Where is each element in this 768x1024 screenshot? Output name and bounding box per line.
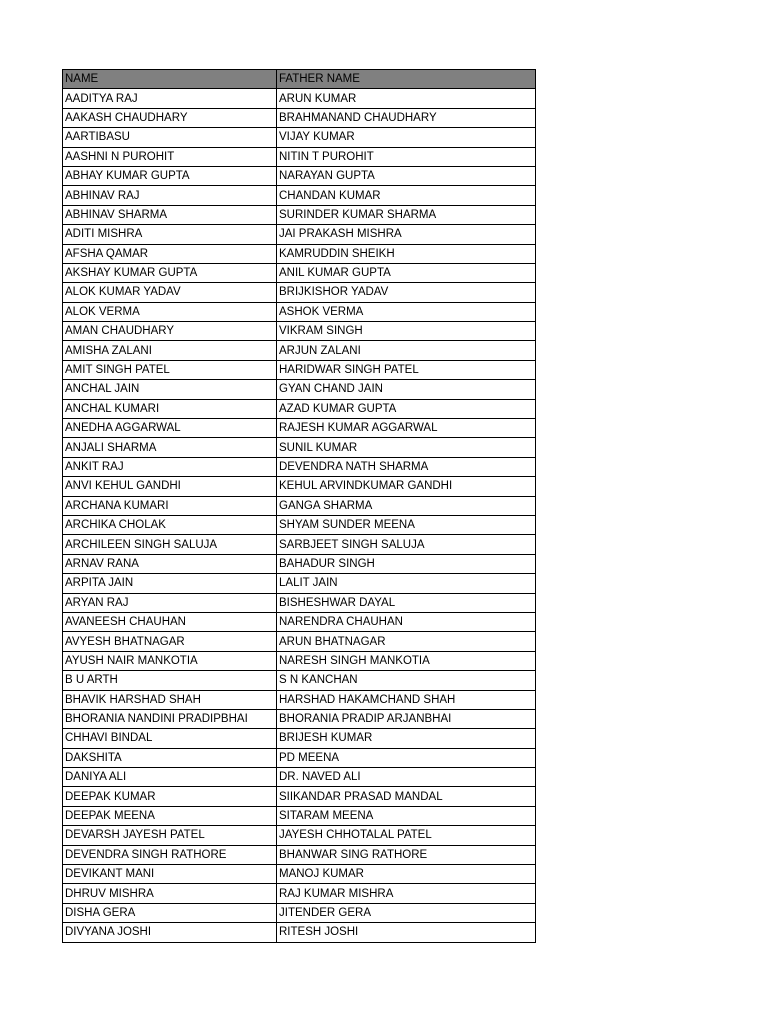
cell-father-name: HARIDWAR SINGH PATEL bbox=[277, 360, 536, 379]
cell-name: ANCHAL JAIN bbox=[63, 380, 277, 399]
names-table bbox=[62, 69, 536, 943]
cell-father-name: BRAHMANAND CHAUDHARY bbox=[277, 108, 536, 127]
table-row bbox=[63, 671, 536, 690]
table-row bbox=[63, 399, 536, 418]
table-row bbox=[63, 322, 536, 341]
cell-name: AASHNI N PUROHIT bbox=[63, 147, 277, 166]
table-row bbox=[63, 302, 536, 321]
table-row bbox=[63, 826, 536, 845]
cell-name: AYUSH NAIR MANKOTIA bbox=[63, 651, 277, 670]
cell-father-name: GYAN CHAND JAIN bbox=[277, 380, 536, 399]
table-row bbox=[63, 729, 536, 748]
cell-father-name: JAYESH CHHOTALAL PATEL bbox=[277, 826, 536, 845]
cell-name: ARCHILEEN SINGH SALUJA bbox=[63, 535, 277, 554]
cell-name: BHORANIA NANDINI PRADIPBHAI bbox=[63, 709, 277, 728]
table-row bbox=[63, 806, 536, 825]
table-row bbox=[63, 283, 536, 302]
table-row bbox=[63, 768, 536, 787]
cell-father-name: RAJ KUMAR MISHRA bbox=[277, 884, 536, 903]
table-row bbox=[63, 108, 536, 127]
table-row bbox=[63, 457, 536, 476]
header-row bbox=[63, 70, 536, 89]
cell-name: B U ARTH bbox=[63, 671, 277, 690]
cell-father-name: SIIKANDAR PRASAD MANDAL bbox=[277, 787, 536, 806]
cell-name: ANVI KEHUL GANDHI bbox=[63, 477, 277, 496]
table-row bbox=[63, 128, 536, 147]
cell-father-name: VIKRAM SINGH bbox=[277, 322, 536, 341]
column-header-father-name: FATHER NAME bbox=[277, 70, 536, 89]
cell-name: DAKSHITA bbox=[63, 748, 277, 767]
cell-father-name: SITARAM MEENA bbox=[277, 806, 536, 825]
table-row bbox=[63, 574, 536, 593]
table-row bbox=[63, 360, 536, 379]
cell-name: AFSHA QAMAR bbox=[63, 244, 277, 263]
cell-name: CHHAVI BINDAL bbox=[63, 729, 277, 748]
cell-father-name: NARENDRA CHAUHAN bbox=[277, 612, 536, 631]
cell-name: ABHINAV RAJ bbox=[63, 186, 277, 205]
cell-father-name: CHANDAN KUMAR bbox=[277, 186, 536, 205]
table-row bbox=[63, 593, 536, 612]
cell-father-name: BAHADUR SINGH bbox=[277, 554, 536, 573]
cell-name: ANCHAL KUMARI bbox=[63, 399, 277, 418]
cell-father-name: S N KANCHAN bbox=[277, 671, 536, 690]
cell-name: ARCHANA KUMARI bbox=[63, 496, 277, 515]
cell-name: DHRUV MISHRA bbox=[63, 884, 277, 903]
table-row bbox=[63, 903, 536, 922]
table-row bbox=[63, 205, 536, 224]
cell-father-name: SARBJEET SINGH SALUJA bbox=[277, 535, 536, 554]
cell-father-name: ASHOK VERMA bbox=[277, 302, 536, 321]
table-row bbox=[63, 554, 536, 573]
cell-father-name: SUNIL KUMAR bbox=[277, 438, 536, 457]
cell-name: ALOK KUMAR YADAV bbox=[63, 283, 277, 302]
table-row bbox=[63, 263, 536, 282]
table-row bbox=[63, 166, 536, 185]
cell-name: AMISHA ZALANI bbox=[63, 341, 277, 360]
cell-father-name: NITIN T PUROHIT bbox=[277, 147, 536, 166]
cell-name: ANJALI SHARMA bbox=[63, 438, 277, 457]
cell-father-name: NARESH SINGH MANKOTIA bbox=[277, 651, 536, 670]
table-row bbox=[63, 419, 536, 438]
table-row bbox=[63, 651, 536, 670]
table-row bbox=[63, 865, 536, 884]
cell-father-name: MANOJ KUMAR bbox=[277, 865, 536, 884]
table-row bbox=[63, 515, 536, 534]
cell-father-name: RITESH JOSHI bbox=[277, 923, 536, 942]
cell-name: ARCHIKA CHOLAK bbox=[63, 515, 277, 534]
cell-name: DANIYA ALI bbox=[63, 768, 277, 787]
cell-name: DEVARSH JAYESH PATEL bbox=[63, 826, 277, 845]
cell-name: AKSHAY KUMAR GUPTA bbox=[63, 263, 277, 282]
cell-father-name: BRIJKISHOR YADAV bbox=[277, 283, 536, 302]
cell-father-name: HARSHAD HAKAMCHAND SHAH bbox=[277, 690, 536, 709]
cell-name: ANEDHA AGGARWAL bbox=[63, 419, 277, 438]
table-row bbox=[63, 690, 536, 709]
table-row bbox=[63, 612, 536, 631]
table-row bbox=[63, 709, 536, 728]
table-row bbox=[63, 438, 536, 457]
table-row bbox=[63, 147, 536, 166]
cell-father-name: PD MEENA bbox=[277, 748, 536, 767]
table-row bbox=[63, 186, 536, 205]
cell-name: AARTIBASU bbox=[63, 128, 277, 147]
cell-father-name: ANIL KUMAR GUPTA bbox=[277, 263, 536, 282]
cell-father-name: VIJAY KUMAR bbox=[277, 128, 536, 147]
cell-name: DEVIKANT MANI bbox=[63, 865, 277, 884]
cell-father-name: LALIT JAIN bbox=[277, 574, 536, 593]
cell-name: ARPITA JAIN bbox=[63, 574, 277, 593]
cell-name: AMAN CHAUDHARY bbox=[63, 322, 277, 341]
cell-father-name: DEVENDRA NATH SHARMA bbox=[277, 457, 536, 476]
table-row bbox=[63, 244, 536, 263]
cell-name: DEEPAK KUMAR bbox=[63, 787, 277, 806]
cell-father-name: BHORANIA PRADIP ARJANBHAI bbox=[277, 709, 536, 728]
cell-father-name: ARUN KUMAR bbox=[277, 89, 536, 108]
column-header-name: NAME bbox=[63, 70, 277, 89]
cell-name: ARNAV RANA bbox=[63, 554, 277, 573]
cell-name: ALOK VERMA bbox=[63, 302, 277, 321]
cell-name: DIVYANA JOSHI bbox=[63, 923, 277, 942]
cell-father-name: SURINDER KUMAR SHARMA bbox=[277, 205, 536, 224]
cell-father-name: BRIJESH KUMAR bbox=[277, 729, 536, 748]
cell-father-name: SHYAM SUNDER MEENA bbox=[277, 515, 536, 534]
cell-father-name: NARAYAN GUPTA bbox=[277, 166, 536, 185]
table-row bbox=[63, 535, 536, 554]
cell-name: ADITI MISHRA bbox=[63, 225, 277, 244]
cell-name: ANKIT RAJ bbox=[63, 457, 277, 476]
cell-father-name: DR. NAVED ALI bbox=[277, 768, 536, 787]
table-row bbox=[63, 632, 536, 651]
table-row bbox=[63, 787, 536, 806]
cell-father-name: GANGA SHARMA bbox=[277, 496, 536, 515]
table-body bbox=[63, 89, 536, 942]
cell-name: AADITYA RAJ bbox=[63, 89, 277, 108]
cell-father-name: KEHUL ARVINDKUMAR GANDHI bbox=[277, 477, 536, 496]
cell-father-name: JITENDER GERA bbox=[277, 903, 536, 922]
cell-father-name: KAMRUDDIN SHEIKH bbox=[277, 244, 536, 263]
cell-name: DISHA GERA bbox=[63, 903, 277, 922]
cell-father-name: RAJESH KUMAR AGGARWAL bbox=[277, 419, 536, 438]
cell-name: DEVENDRA SINGH RATHORE bbox=[63, 845, 277, 864]
table-row bbox=[63, 477, 536, 496]
table-row bbox=[63, 225, 536, 244]
cell-name: AMIT SINGH PATEL bbox=[63, 360, 277, 379]
cell-father-name: ARUN BHATNAGAR bbox=[277, 632, 536, 651]
table-row bbox=[63, 496, 536, 515]
table-row bbox=[63, 884, 536, 903]
cell-name: AVANEESH CHAUHAN bbox=[63, 612, 277, 631]
cell-name: AAKASH CHAUDHARY bbox=[63, 108, 277, 127]
cell-name: DEEPAK MEENA bbox=[63, 806, 277, 825]
cell-name: BHAVIK HARSHAD SHAH bbox=[63, 690, 277, 709]
table-row bbox=[63, 341, 536, 360]
table-row bbox=[63, 748, 536, 767]
table-row bbox=[63, 845, 536, 864]
cell-father-name: BHANWAR SING RATHORE bbox=[277, 845, 536, 864]
cell-father-name: JAI PRAKASH MISHRA bbox=[277, 225, 536, 244]
cell-name: ARYAN RAJ bbox=[63, 593, 277, 612]
table-row bbox=[63, 923, 536, 942]
cell-father-name: BISHESHWAR DAYAL bbox=[277, 593, 536, 612]
table-row bbox=[63, 89, 536, 108]
cell-name: AVYESH BHATNAGAR bbox=[63, 632, 277, 651]
cell-name: ABHINAV SHARMA bbox=[63, 205, 277, 224]
cell-father-name: ARJUN ZALANI bbox=[277, 341, 536, 360]
table-row bbox=[63, 380, 536, 399]
cell-name: ABHAY KUMAR GUPTA bbox=[63, 166, 277, 185]
cell-father-name: AZAD KUMAR GUPTA bbox=[277, 399, 536, 418]
